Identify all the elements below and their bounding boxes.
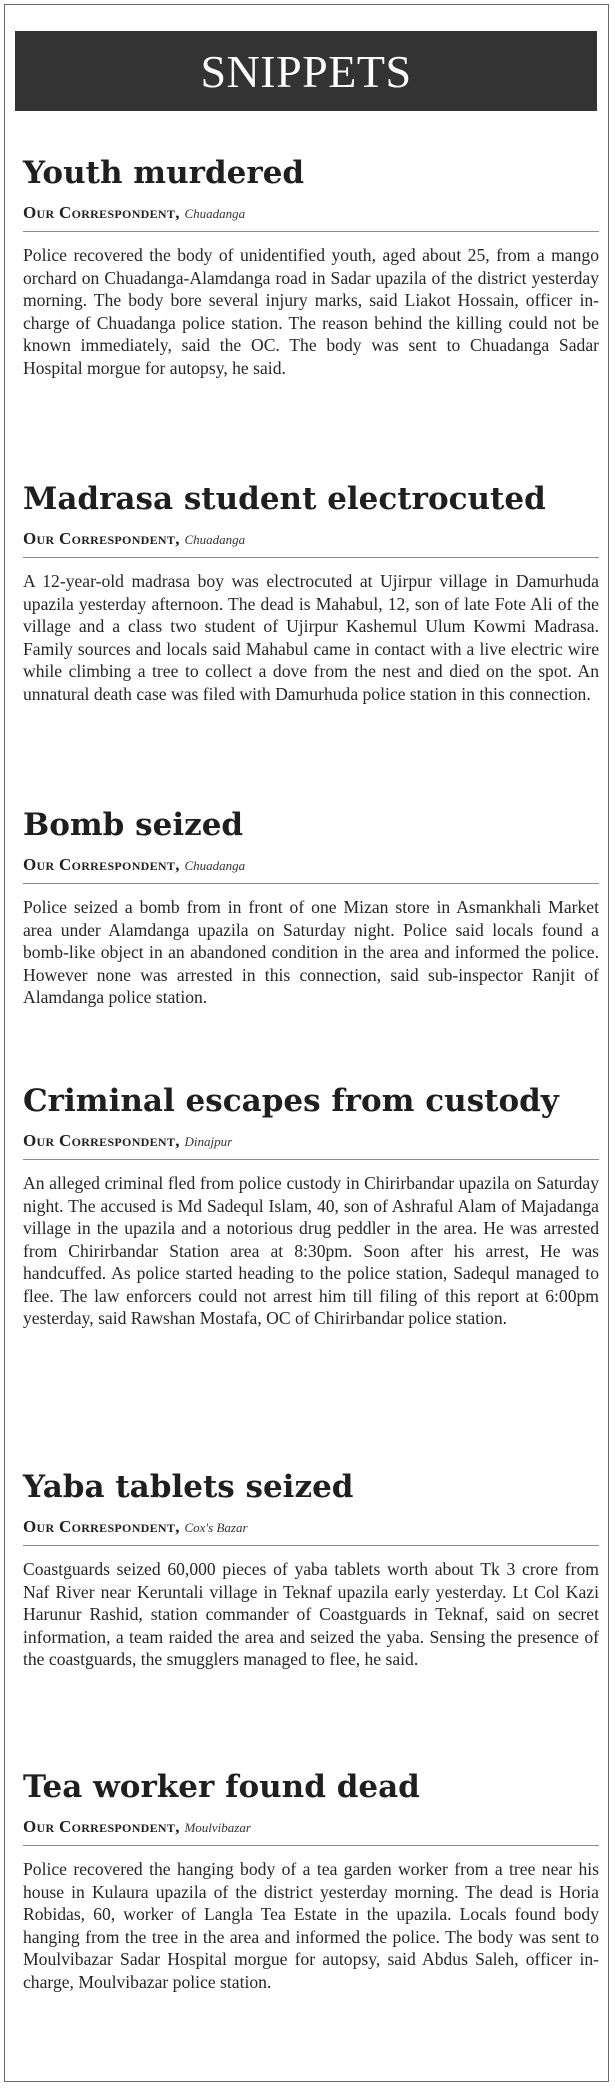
byline-location: Moulvibazar (184, 1820, 251, 1835)
article-body: An alleged criminal fled from police custody in Chirirbandar upazila on Saturday night. The accused is Md Sadequl Islam, 40, son of Ashraful Alam of Majadanga village in the upazila and a notorious drug peddler in the area. He was arrested from Chirirbandar Station area at 8:30pm. Soon after his arrest, He was handcuffed. As police started heading to the police station, Sadequl managed to flee. The law enforcers could not arrest him till filing of this report at 6:00pm yesterday, said Rawshan Mostafa, OC of Chirirbandar police station. (23, 1173, 599, 1328)
byline-location: Chuadanga (184, 532, 246, 547)
article-headline: Tea worker found dead (23, 1769, 420, 1805)
article-body: Police seized a bomb from in front of one Mizan store in Asmankhali Market area under Alamdanga upazila on Saturday night. Police said locals found a bomb-like object in an abandoned condition in the area and informed the police. However none was arrested in this connection, said sub-inspector Ranjit of Alamdanga police station. (23, 897, 599, 1007)
article-yaba-tablets-seized (23, 1467, 599, 1688)
section-title: SNIPPETS (200, 45, 412, 97)
article-body: Police recovered the hanging body of a tea garden worker from a tree near his house in Kulaura upazila of the district yesterday morning. The dead is Horia Robidas, 60, worker of Langla Tea Estate in the upazila. Locals found body hanging from the tree in the area and informed the police. The body was sent to Moulvibazar Sadar Hospital morgue for autopsy, said Abdus Saleh, officer in-charge, Moulvibazar police station. (23, 1859, 599, 1992)
article-byline: Our Correspondent, Moulvibazar (23, 1817, 251, 1836)
divider (23, 883, 599, 884)
article-youth-murdered (23, 153, 599, 397)
article-headline: Madrasa student electrocuted (23, 481, 546, 517)
divider (23, 557, 599, 558)
divider (23, 1159, 599, 1160)
section-banner (15, 31, 597, 111)
article-madrasa-student-electrocuted (23, 479, 599, 723)
article-criminal-escapes-from-custody (23, 1081, 599, 1347)
byline-author: Our Correspondent (23, 1131, 176, 1150)
article-tea-worker-found-dead (23, 1767, 599, 2011)
divider (23, 231, 599, 232)
article-byline: Our Correspondent, Cox's Bazar (23, 1517, 248, 1536)
byline-location: Chuadanga (184, 858, 246, 873)
article-bomb-seized (23, 805, 599, 1026)
byline-author: Our Correspondent (23, 1817, 176, 1836)
article-headline: Criminal escapes from custody (23, 1083, 559, 1119)
byline-author: Our Correspondent (23, 529, 176, 548)
byline-location: Dinajpur (184, 1134, 233, 1149)
article-byline: Our Correspondent, Chuadanga (23, 203, 246, 222)
article-body: A 12-year-old madrasa boy was electrocuted at Ujirpur village in Damurhuda upazila yesterday afternoon. The dead is Mahabul, 12, son of late Fote Ali of the village and a class two student of Ujirpur Kashemul Ulum Kowmi Madrasa. Family sources and locals said Mahabul came in contact with a live electric wire while climbing a tree to collect a dove from the nest and died on the spot. An unnatural death case was filed with Damurhuda police station in this connection. (23, 571, 599, 704)
byline-author: Our Correspondent (23, 203, 176, 222)
byline-author: Our Correspondent (23, 1517, 176, 1536)
byline-location: Cox's Bazar (184, 1520, 248, 1535)
article-headline: Bomb seized (23, 807, 244, 843)
article-byline: Our Correspondent, Chuadanga (23, 529, 246, 548)
divider (23, 1545, 599, 1546)
divider (23, 1845, 599, 1846)
newspaper-page (4, 4, 609, 2082)
article-headline: Yaba tablets seized (23, 1469, 354, 1505)
article-byline: Our Correspondent, Chuadanga (23, 855, 246, 874)
byline-author: Our Correspondent (23, 855, 176, 874)
article-byline: Our Correspondent, Dinajpur (23, 1131, 233, 1150)
article-headline: Youth murdered (23, 155, 305, 191)
article-body: Coastguards seized 60,000 pieces of yaba tablets worth about Tk 3 crore from Naf River near Keruntali village in Teknaf upazila early yesterday. Lt Col Kazi Harunur Rashid, station commander of Coastguards in Teknaf, said on secret information, a team raided the area and seized the yaba. Sensing the presence of the coastguards, the smugglers managed to flee, he said. (23, 1559, 599, 1669)
article-body: Police recovered the body of unidentified youth, aged about 25, from a mango orchard on Chuadanga-Alamdanga road in Sadar upazila of the district yesterday morning. The body bore several injury marks, said Liakot Hossain, officer in-charge of Chuadanga police station. The reason behind the killing could not be known immediately, said the OC. The body was sent to Chuadanga Sadar Hospital morgue for autopsy, he said. (23, 245, 599, 378)
byline-location: Chuadanga (184, 206, 246, 221)
